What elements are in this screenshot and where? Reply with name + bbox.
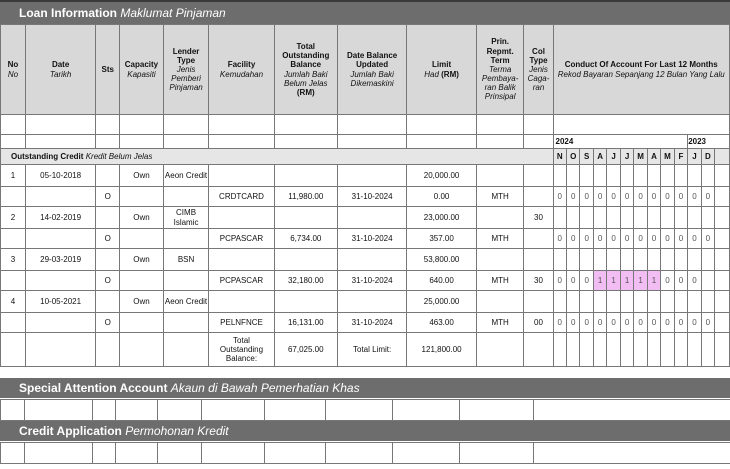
- loan-limit: 23,000.00: [407, 207, 476, 229]
- conduct-value: [715, 313, 730, 333]
- loan-updated: [337, 207, 406, 229]
- month-header: S: [580, 149, 593, 165]
- conduct-cell: [661, 165, 674, 187]
- facility-lender: [163, 271, 209, 291]
- loan-updated: [337, 165, 406, 187]
- facility-term: MTH: [476, 229, 524, 249]
- conduct-cell: [580, 165, 593, 187]
- facility-sts: O: [96, 187, 120, 207]
- conduct-value: 0: [580, 313, 593, 333]
- conduct-cell: [566, 165, 579, 187]
- loan-lender: Aeon Credit: [163, 165, 209, 187]
- loan-info-header: [0, 2, 730, 24]
- loan-col: [524, 249, 553, 271]
- facility-name: PELNFNCE: [209, 313, 274, 333]
- conduct-cell: [674, 165, 687, 187]
- loan-no: 3: [1, 249, 26, 271]
- col-facility: Facility Kemudahan: [209, 25, 274, 115]
- conduct-cell: [566, 291, 579, 313]
- facility-updated: 31-10-2024: [337, 271, 406, 291]
- facility-balance: 6,734.00: [274, 229, 337, 249]
- conduct-value: 0: [701, 313, 714, 333]
- facility-name: PCPASCAR: [209, 271, 274, 291]
- facility-row: [1, 271, 730, 291]
- month-header: J: [607, 149, 620, 165]
- conduct-cell: [607, 291, 620, 313]
- facility-capacity: [120, 271, 164, 291]
- loan-table: [0, 24, 730, 367]
- conduct-value: 0: [566, 229, 579, 249]
- facility-col: 00: [524, 313, 553, 333]
- conduct-value: 1: [593, 271, 606, 291]
- col-limit: Limit Had (RM): [407, 25, 476, 115]
- facility-sts: O: [96, 313, 120, 333]
- conduct-cell: [661, 249, 674, 271]
- loan-date: 29-03-2019: [25, 249, 95, 271]
- conduct-value: 0: [607, 187, 620, 207]
- conduct-value: 0: [607, 313, 620, 333]
- facility-term: MTH: [476, 187, 524, 207]
- conduct-value: 0: [634, 313, 647, 333]
- total-balance-label: Total Outstanding Balance:: [209, 333, 274, 367]
- facility-balance: 16,131.00: [274, 313, 337, 333]
- facility-row: [1, 313, 730, 333]
- loan-sts: [96, 207, 120, 229]
- year-2023: 2023: [688, 135, 730, 149]
- loan-row: [1, 291, 730, 313]
- conduct-value: 0: [647, 229, 660, 249]
- facility-date: [25, 187, 95, 207]
- facility-no: [1, 313, 26, 333]
- facility-lender: [163, 187, 209, 207]
- conduct-value: 0: [661, 313, 674, 333]
- conduct-value: 0: [593, 313, 606, 333]
- month-header: A: [593, 149, 606, 165]
- facility-updated: 31-10-2024: [337, 187, 406, 207]
- facility-capacity: [120, 187, 164, 207]
- loan-facility: [209, 249, 274, 271]
- month-header: J: [688, 149, 701, 165]
- outstanding-label: Outstanding Credit Kredit Belum Jelas: [1, 149, 554, 165]
- facility-col: [524, 229, 553, 249]
- col-total: Total Outstanding Balance Jumlah Baki Belum Jelas (RM): [274, 25, 337, 115]
- conduct-value: 0: [647, 187, 660, 207]
- facility-no: [1, 187, 26, 207]
- conduct-value: 0: [701, 229, 714, 249]
- conduct-value: [701, 271, 714, 291]
- conduct-cell: [688, 249, 701, 271]
- conduct-value: [715, 187, 730, 207]
- conduct-value: 0: [661, 229, 674, 249]
- section-title-ms: Maklumat Pinjaman: [120, 6, 226, 20]
- conduct-value: [715, 229, 730, 249]
- conduct-cell: [607, 165, 620, 187]
- conduct-cell: [607, 249, 620, 271]
- conduct-cell: [715, 207, 730, 229]
- total-limit-label: Total Limit:: [337, 333, 406, 367]
- facility-sts: O: [96, 271, 120, 291]
- conduct-value: 0: [566, 271, 579, 291]
- loan-sts: [96, 165, 120, 187]
- conduct-value: 0: [553, 271, 566, 291]
- conduct-value: 0: [674, 229, 687, 249]
- conduct-value: 0: [593, 229, 606, 249]
- loan-updated: [337, 291, 406, 313]
- loan-capacity: Own: [120, 291, 164, 313]
- loan-facility: [209, 291, 274, 313]
- conduct-cell: [661, 291, 674, 313]
- total-limit-value: 121,800.00: [407, 333, 476, 367]
- conduct-cell: [553, 207, 566, 229]
- conduct-value: 0: [647, 313, 660, 333]
- facility-installment: 357.00: [407, 229, 476, 249]
- facility-date: [25, 271, 95, 291]
- conduct-value: 0: [674, 271, 687, 291]
- facility-installment: 463.00: [407, 313, 476, 333]
- month-header: J: [620, 149, 633, 165]
- conduct-cell: [566, 249, 579, 271]
- col-col: Col Type Jenis Caga-ran: [524, 25, 553, 115]
- month-header: O: [566, 149, 579, 165]
- facility-capacity: [120, 313, 164, 333]
- col-conduct: Conduct Of Account For Last 12 Months Rekod Bayaran Sepanjang 12 Bulan Yang Lalu: [553, 25, 730, 115]
- loan-term: [476, 207, 524, 229]
- month-header: A: [647, 149, 660, 165]
- loan-no: 1: [1, 165, 26, 187]
- conduct-cell: [647, 165, 660, 187]
- total-balance-value: 67,025.00: [274, 333, 337, 367]
- conduct-cell: [553, 249, 566, 271]
- month-header: N: [553, 149, 566, 165]
- col-date: Date Tarikh: [25, 25, 95, 115]
- conduct-cell: [661, 207, 674, 229]
- facility-row: [1, 187, 730, 207]
- loan-row: [1, 207, 730, 229]
- facility-col: [524, 187, 553, 207]
- conduct-cell: [688, 291, 701, 313]
- loan-balance: [274, 291, 337, 313]
- facility-term: MTH: [476, 313, 524, 333]
- conduct-value: 1: [620, 271, 633, 291]
- col-no: No No: [1, 25, 26, 115]
- conduct-cell: [620, 249, 633, 271]
- conduct-cell: [701, 249, 714, 271]
- loan-col: [524, 291, 553, 313]
- loan-lender: BSN: [163, 249, 209, 271]
- loan-balance: [274, 165, 337, 187]
- conduct-value: 0: [674, 187, 687, 207]
- conduct-cell: [580, 291, 593, 313]
- facility-lender: [163, 229, 209, 249]
- year-2024: 2024: [553, 135, 688, 149]
- conduct-value: 0: [688, 229, 701, 249]
- conduct-value: 0: [566, 313, 579, 333]
- month-header: M: [634, 149, 647, 165]
- facility-col: 30: [524, 271, 553, 291]
- month-header: M: [661, 149, 674, 165]
- conduct-cell: [701, 207, 714, 229]
- conduct-cell: [593, 249, 606, 271]
- conduct-cell: [701, 291, 714, 313]
- facility-name: PCPASCAR: [209, 229, 274, 249]
- conduct-cell: [674, 291, 687, 313]
- conduct-cell: [553, 165, 566, 187]
- conduct-value: 0: [580, 271, 593, 291]
- conduct-value: 0: [688, 271, 701, 291]
- conduct-value: 0: [580, 229, 593, 249]
- loan-balance: [274, 207, 337, 229]
- conduct-value: [715, 271, 730, 291]
- facility-sts: O: [96, 229, 120, 249]
- loan-term: [476, 165, 524, 187]
- facility-date: [25, 313, 95, 333]
- loan-facility: [209, 165, 274, 187]
- facility-term: MTH: [476, 271, 524, 291]
- loan-capacity: Own: [120, 249, 164, 271]
- conduct-cell: [620, 291, 633, 313]
- conduct-value: 1: [607, 271, 620, 291]
- outstanding-row: [1, 149, 730, 165]
- conduct-value: 1: [647, 271, 660, 291]
- conduct-cell: [593, 165, 606, 187]
- conduct-cell: [593, 207, 606, 229]
- loan-lender: Aeon Credit: [163, 291, 209, 313]
- conduct-cell: [647, 207, 660, 229]
- conduct-cell: [620, 207, 633, 229]
- conduct-value: 0: [593, 187, 606, 207]
- conduct-value: 0: [580, 187, 593, 207]
- col-lender: Lender Type Jenis Pemberi Pinjaman: [163, 25, 209, 115]
- col-capacity: Capacity Kapasiti: [120, 25, 164, 115]
- loan-col: 30: [524, 207, 553, 229]
- loan-sts: [96, 291, 120, 313]
- col-prin: Prin. Repmt. Term Terma Pembaya-ran Balik Prinsipal: [476, 25, 524, 115]
- facility-date: [25, 229, 95, 249]
- loan-updated: [337, 249, 406, 271]
- facility-balance: 32,180.00: [274, 271, 337, 291]
- loan-col: [524, 165, 553, 187]
- conduct-cell: [634, 207, 647, 229]
- conduct-cell: [715, 249, 730, 271]
- month-header: F: [674, 149, 687, 165]
- conduct-cell: [634, 291, 647, 313]
- year-row: [1, 135, 730, 149]
- conduct-value: 0: [661, 187, 674, 207]
- conduct-value: 1: [634, 271, 647, 291]
- conduct-cell: [688, 165, 701, 187]
- totals-row: [1, 333, 730, 367]
- conduct-cell: [566, 207, 579, 229]
- loan-no: 2: [1, 207, 26, 229]
- conduct-cell: [634, 165, 647, 187]
- conduct-cell: [580, 249, 593, 271]
- loan-term: [476, 291, 524, 313]
- month-header: D: [701, 149, 714, 165]
- conduct-cell: [715, 165, 730, 187]
- loan-limit: 53,800.00: [407, 249, 476, 271]
- loan-capacity: Own: [120, 207, 164, 229]
- facility-installment: 0.00: [407, 187, 476, 207]
- conduct-value: 0: [553, 229, 566, 249]
- conduct-value: 0: [566, 187, 579, 207]
- loan-row: [1, 165, 730, 187]
- conduct-value: 0: [701, 187, 714, 207]
- facility-balance: 11,980.00: [274, 187, 337, 207]
- header-row: [1, 25, 730, 115]
- conduct-value: 0: [620, 313, 633, 333]
- loan-facility: [209, 207, 274, 229]
- loan-row: [1, 249, 730, 271]
- loan-term: [476, 249, 524, 271]
- conduct-cell: [674, 207, 687, 229]
- conduct-value: 0: [634, 187, 647, 207]
- loan-date: 05-10-2018: [25, 165, 95, 187]
- col-sts: Sts: [96, 25, 120, 115]
- conduct-cell: [580, 207, 593, 229]
- loan-lender: CIMB Islamic: [163, 207, 209, 229]
- conduct-value: 0: [674, 313, 687, 333]
- conduct-cell: [674, 249, 687, 271]
- facility-installment: 640.00: [407, 271, 476, 291]
- conduct-cell: [647, 291, 660, 313]
- conduct-value: 0: [688, 313, 701, 333]
- conduct-value: 0: [688, 187, 701, 207]
- spacer-row: [1, 115, 730, 135]
- loan-sts: [96, 249, 120, 271]
- conduct-cell: [688, 207, 701, 229]
- col-updated: Date Balance Updated Jumlah Baki Dikemaskini: [337, 25, 406, 115]
- conduct-value: 0: [634, 229, 647, 249]
- loan-limit: 25,000.00: [407, 291, 476, 313]
- conduct-value: 0: [553, 313, 566, 333]
- loan-limit: 20,000.00: [407, 165, 476, 187]
- section-title: Loan Information: [19, 6, 117, 20]
- loan-date: 10-05-2021: [25, 291, 95, 313]
- month-header-spare: [715, 149, 730, 165]
- conduct-value: 0: [620, 229, 633, 249]
- loan-balance: [274, 249, 337, 271]
- facility-lender: [163, 313, 209, 333]
- conduct-value: 0: [620, 187, 633, 207]
- conduct-value: 0: [661, 271, 674, 291]
- conduct-cell: [647, 249, 660, 271]
- conduct-cell: [593, 291, 606, 313]
- facility-updated: 31-10-2024: [337, 229, 406, 249]
- facility-capacity: [120, 229, 164, 249]
- facility-no: [1, 271, 26, 291]
- conduct-value: 0: [607, 229, 620, 249]
- special-attention-header: Special Attention Account Akaun di Bawah Pemerhatian Khas: [0, 378, 730, 398]
- conduct-cell: [553, 291, 566, 313]
- conduct-cell: [620, 165, 633, 187]
- conduct-cell: [701, 165, 714, 187]
- conduct-cell: [634, 249, 647, 271]
- facility-updated: 31-10-2024: [337, 313, 406, 333]
- facility-row: [1, 229, 730, 249]
- conduct-cell: [607, 207, 620, 229]
- facility-no: [1, 229, 26, 249]
- credit-application-header: Credit Application Permohonan Kredit: [0, 421, 730, 441]
- loan-no: 4: [1, 291, 26, 313]
- facility-name: CRDTCARD: [209, 187, 274, 207]
- conduct-value: 0: [553, 187, 566, 207]
- conduct-cell: [715, 291, 730, 313]
- loan-date: 14-02-2019: [25, 207, 95, 229]
- loan-capacity: Own: [120, 165, 164, 187]
